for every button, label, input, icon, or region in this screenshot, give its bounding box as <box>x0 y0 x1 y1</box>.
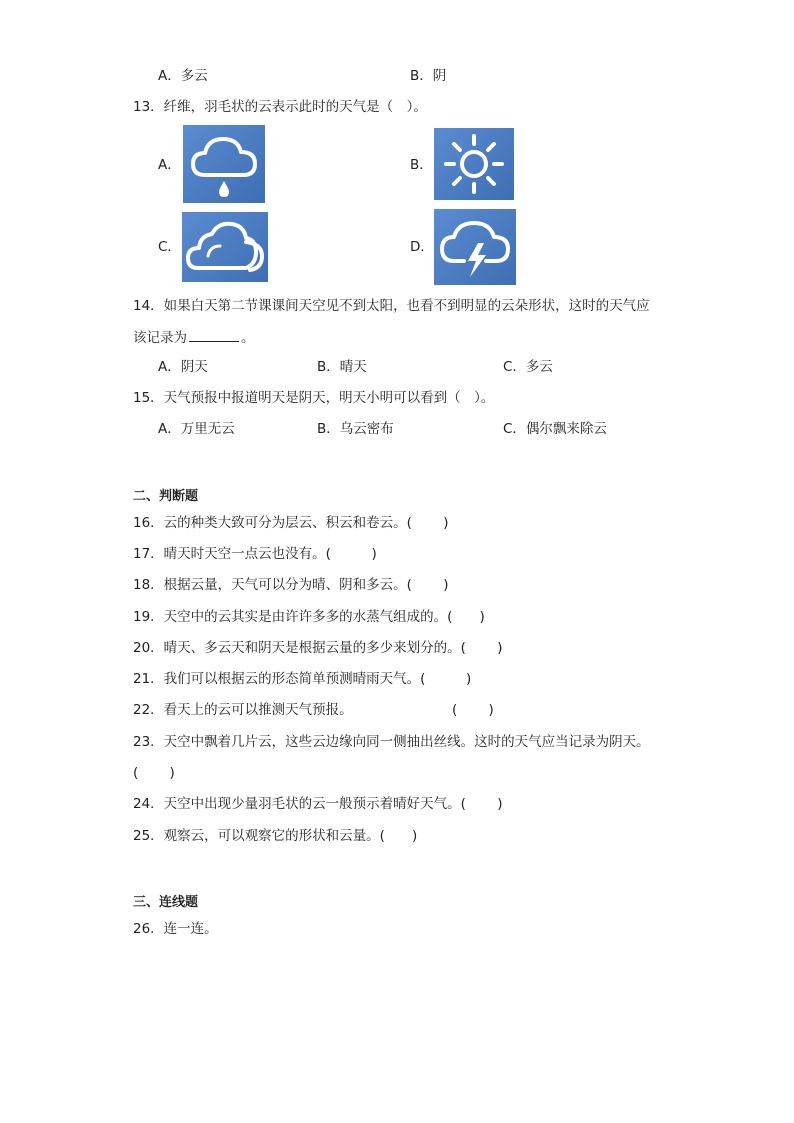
q14-stem-prefix: 该记录为 <box>133 330 187 346</box>
q12-option-b: B．阴 <box>410 68 447 84</box>
section-title-judgement: 二、判断题 <box>133 489 199 504</box>
q15-option-c: C．偶尔飘来除云 <box>503 421 607 437</box>
judge-q22: 22．看天上的云可以推测天气预报。 <box>133 702 353 718</box>
q13-label-b: B． <box>410 157 433 173</box>
q14-answer-blank[interactable] <box>189 327 239 342</box>
judge-q16: 16．云的种类大致可分为层云、积云和卷云。( ) <box>133 515 449 531</box>
q14-stem-line2 <box>133 327 255 348</box>
judge-q21: 21．我们可以根据云的形态简单预测晴雨天气。( ) <box>133 671 472 687</box>
rain-cloud-icon <box>183 125 265 203</box>
q14-option-a: A．阴天 <box>158 359 208 375</box>
q14-option-c: C．多云 <box>503 359 553 375</box>
q14-stem-line1: 14．如果白天第二节课课间天空见不到太阳，也看不到明显的云朵形状，这时的天气应 <box>133 298 650 314</box>
q26-stem: 26．连一连。 <box>133 921 218 937</box>
judge-q23: 23．天空中飘着几片云，这些云边缘向同一侧抽出丝线。这时的天气应当记录为阴天。 <box>133 734 650 750</box>
judge-q18: 18．根据云量，天气可以分为晴、阴和多云。( ) <box>133 577 449 593</box>
judge-q24: 24．天空中出现少量羽毛状的云一般预示着晴好天气。( ) <box>133 796 503 812</box>
judge-q20: 20．晴天、多云天和阴天是根据云量的多少来划分的。( ) <box>133 640 503 656</box>
q15-option-b: B．乌云密布 <box>317 421 394 437</box>
q12-option-a: A．多云 <box>158 68 208 84</box>
thunderstorm-icon <box>434 209 516 285</box>
sun-icon <box>434 128 514 200</box>
q14-stem-suffix: 。 <box>241 330 255 346</box>
q15-stem: 15．天气预报中报道明天是阴天，明天小明可以看到（ ）。 <box>133 390 495 406</box>
q15-option-a: A．万里无云 <box>158 421 235 437</box>
section-title-matching: 三、连线题 <box>133 895 199 910</box>
judge-q19: 19．天空中的云其实是由许许多多的水蒸气组成的。( ) <box>133 609 485 625</box>
q13-label-c: C． <box>158 239 181 255</box>
q13-label-a: A． <box>158 157 181 173</box>
cloudy-icon <box>182 212 268 282</box>
judge-q17: 17．晴天时天空一点云也没有。( ) <box>133 546 377 562</box>
q13-label-d: D． <box>410 239 434 255</box>
q13-stem: 13．纤维，羽毛状的云表示此时的天气是（ ）。 <box>133 99 427 115</box>
judge-q23-paren: ( ) <box>133 765 175 781</box>
judge-q22-paren: ( ) <box>452 702 494 718</box>
q14-option-b: B．晴天 <box>317 359 367 375</box>
judge-q25: 25．观察云，可以观察它的形状和云量。( ) <box>133 828 418 844</box>
